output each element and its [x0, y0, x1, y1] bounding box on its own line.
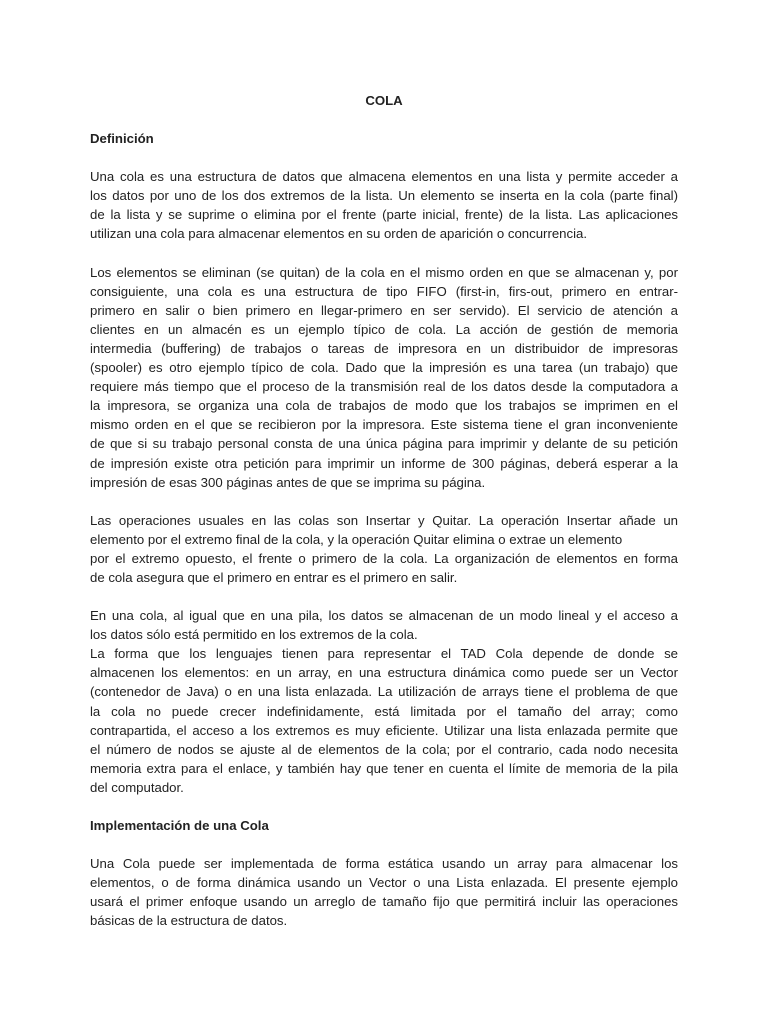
text-line: los datos sólo está permitido en los extremos de la cola.	[90, 627, 418, 643]
text-line: intermedia (buffering) de trabajos o tareas de impresora en un distribuidor de impresoras	[90, 340, 678, 356]
text-line: memoria extra para el enlace, y también hay que tener en cuenta el límite de memoria de la pila	[90, 760, 678, 776]
text-line: la cola no puede crecer indefinidamente, está limitada por el tamaño del array; como	[90, 703, 678, 719]
text-line: la impresora, se organiza una cola de trabajos de modo que los trabajos se imprimen en el	[90, 398, 678, 414]
text-line: de cola asegura que el primero en entrar es el primero en salir.	[90, 569, 458, 585]
text-line: La forma que los lenguajes tienen para representar el TAD Cola depende de donde se	[90, 646, 678, 662]
text-line: (contenedor de Java) o en una lista enlazada. La utilización de arrays tiene el problema de que	[90, 684, 678, 700]
text-line: Una cola es una estructura de datos que almacena elementos en una lista y permite acceder a	[90, 169, 678, 185]
text-line: del computador.	[90, 779, 184, 795]
section-heading-definicion: Definición	[90, 131, 154, 147]
text-line: primero en salir o bien primero en llegar-primero en ser servido). El servicio de atención a	[90, 302, 678, 318]
text-line: Una Cola puede ser implementada de forma estática usando un array para almacenar los	[90, 856, 678, 872]
text-line: usará el primer enfoque usando un arreglo de tamaño fijo que permitirá incluir las operaciones	[90, 894, 678, 910]
document-body	[90, 91, 678, 949]
paragraph-6	[90, 854, 678, 930]
paragraph-1	[90, 167, 678, 243]
paragraph-5	[90, 644, 678, 797]
text-line: impresión de esas 300 páginas antes de que se imprima su página.	[90, 474, 486, 490]
text-line: En una cola, al igual que en una pila, los datos se almacenan de un modo lineal y el acceso a	[90, 608, 678, 624]
paragraph-2	[90, 263, 678, 492]
text-line: requiere más tiempo que el proceso de la transmisión real de los datos desde la computadora a	[90, 379, 678, 395]
text-line: el número de nodos se ajuste al de elementos de la cola; por el contrario, cada nodo necesita	[90, 741, 678, 757]
section-heading-implementacion: Implementación de una Cola	[90, 818, 269, 833]
text-line: Los elementos se eliminan (se quitan) de la cola en el mismo orden en que se almacenan y, por	[90, 264, 678, 280]
text-line: almacenen los elementos: en un array, en una estructura dinámica como puede ser un Vector	[90, 665, 678, 681]
text-line: los datos por uno de los dos extremos de la lista. Un elemento se inserta en la cola (parte final)	[90, 188, 678, 204]
text-line: Las operaciones usuales en las colas son Insertar y Quitar. La operación Insertar añade un	[90, 512, 678, 528]
text-line: de impresión existe otra petición para imprimir un informe de 300 páginas, deberá esperar a la	[90, 455, 678, 471]
text-line: clientes en un almacén es un ejemplo típico de cola. La acción de gestión de memoria	[90, 321, 678, 337]
paragraph-3	[90, 511, 678, 587]
document-title: COLA	[365, 93, 403, 108]
text-line: elemento por el extremo final de la cola, y la operación Quitar elimina o extrae un elemento	[90, 531, 623, 547]
text-line: por el extremo opuesto, el frente o primero de la cola. La organización de elementos en forma	[90, 550, 678, 566]
text-line: mismo orden en el que se recibieron por la impresora. Este sistema tiene el gran inconveniente	[90, 417, 678, 433]
text-line: utilizan una cola para almacenar elementos en su orden de aparición o concurrencia.	[90, 226, 588, 242]
text-line: contrapartida, el acceso a los extremos es muy eficiente. Utilizar una lista enlazada permite que	[90, 722, 678, 738]
text-line: (spooler) es otro ejemplo típico de cola. Dado que la impresión es una tarea (un trabajo) que	[90, 360, 678, 376]
text-line: básicas de la estructura de datos.	[90, 913, 288, 929]
text-line: de la lista y se suprime o elimina por el frente (parte inicial, frente) de la lista. Las aplicaciones	[90, 207, 678, 223]
paragraph-4	[90, 606, 678, 644]
text-line: elementos, o de forma dinámica usando un Vector o una Lista enlazada. El presente ejemplo	[90, 875, 678, 891]
text-line: consiguiente, una cola es una estructura de tipo FIFO (first-in, firs-out, primero en entrar-	[90, 283, 678, 299]
text-line: de que si su trabajo personal consta de una única página para imprimir y delante de su petición	[90, 436, 678, 452]
